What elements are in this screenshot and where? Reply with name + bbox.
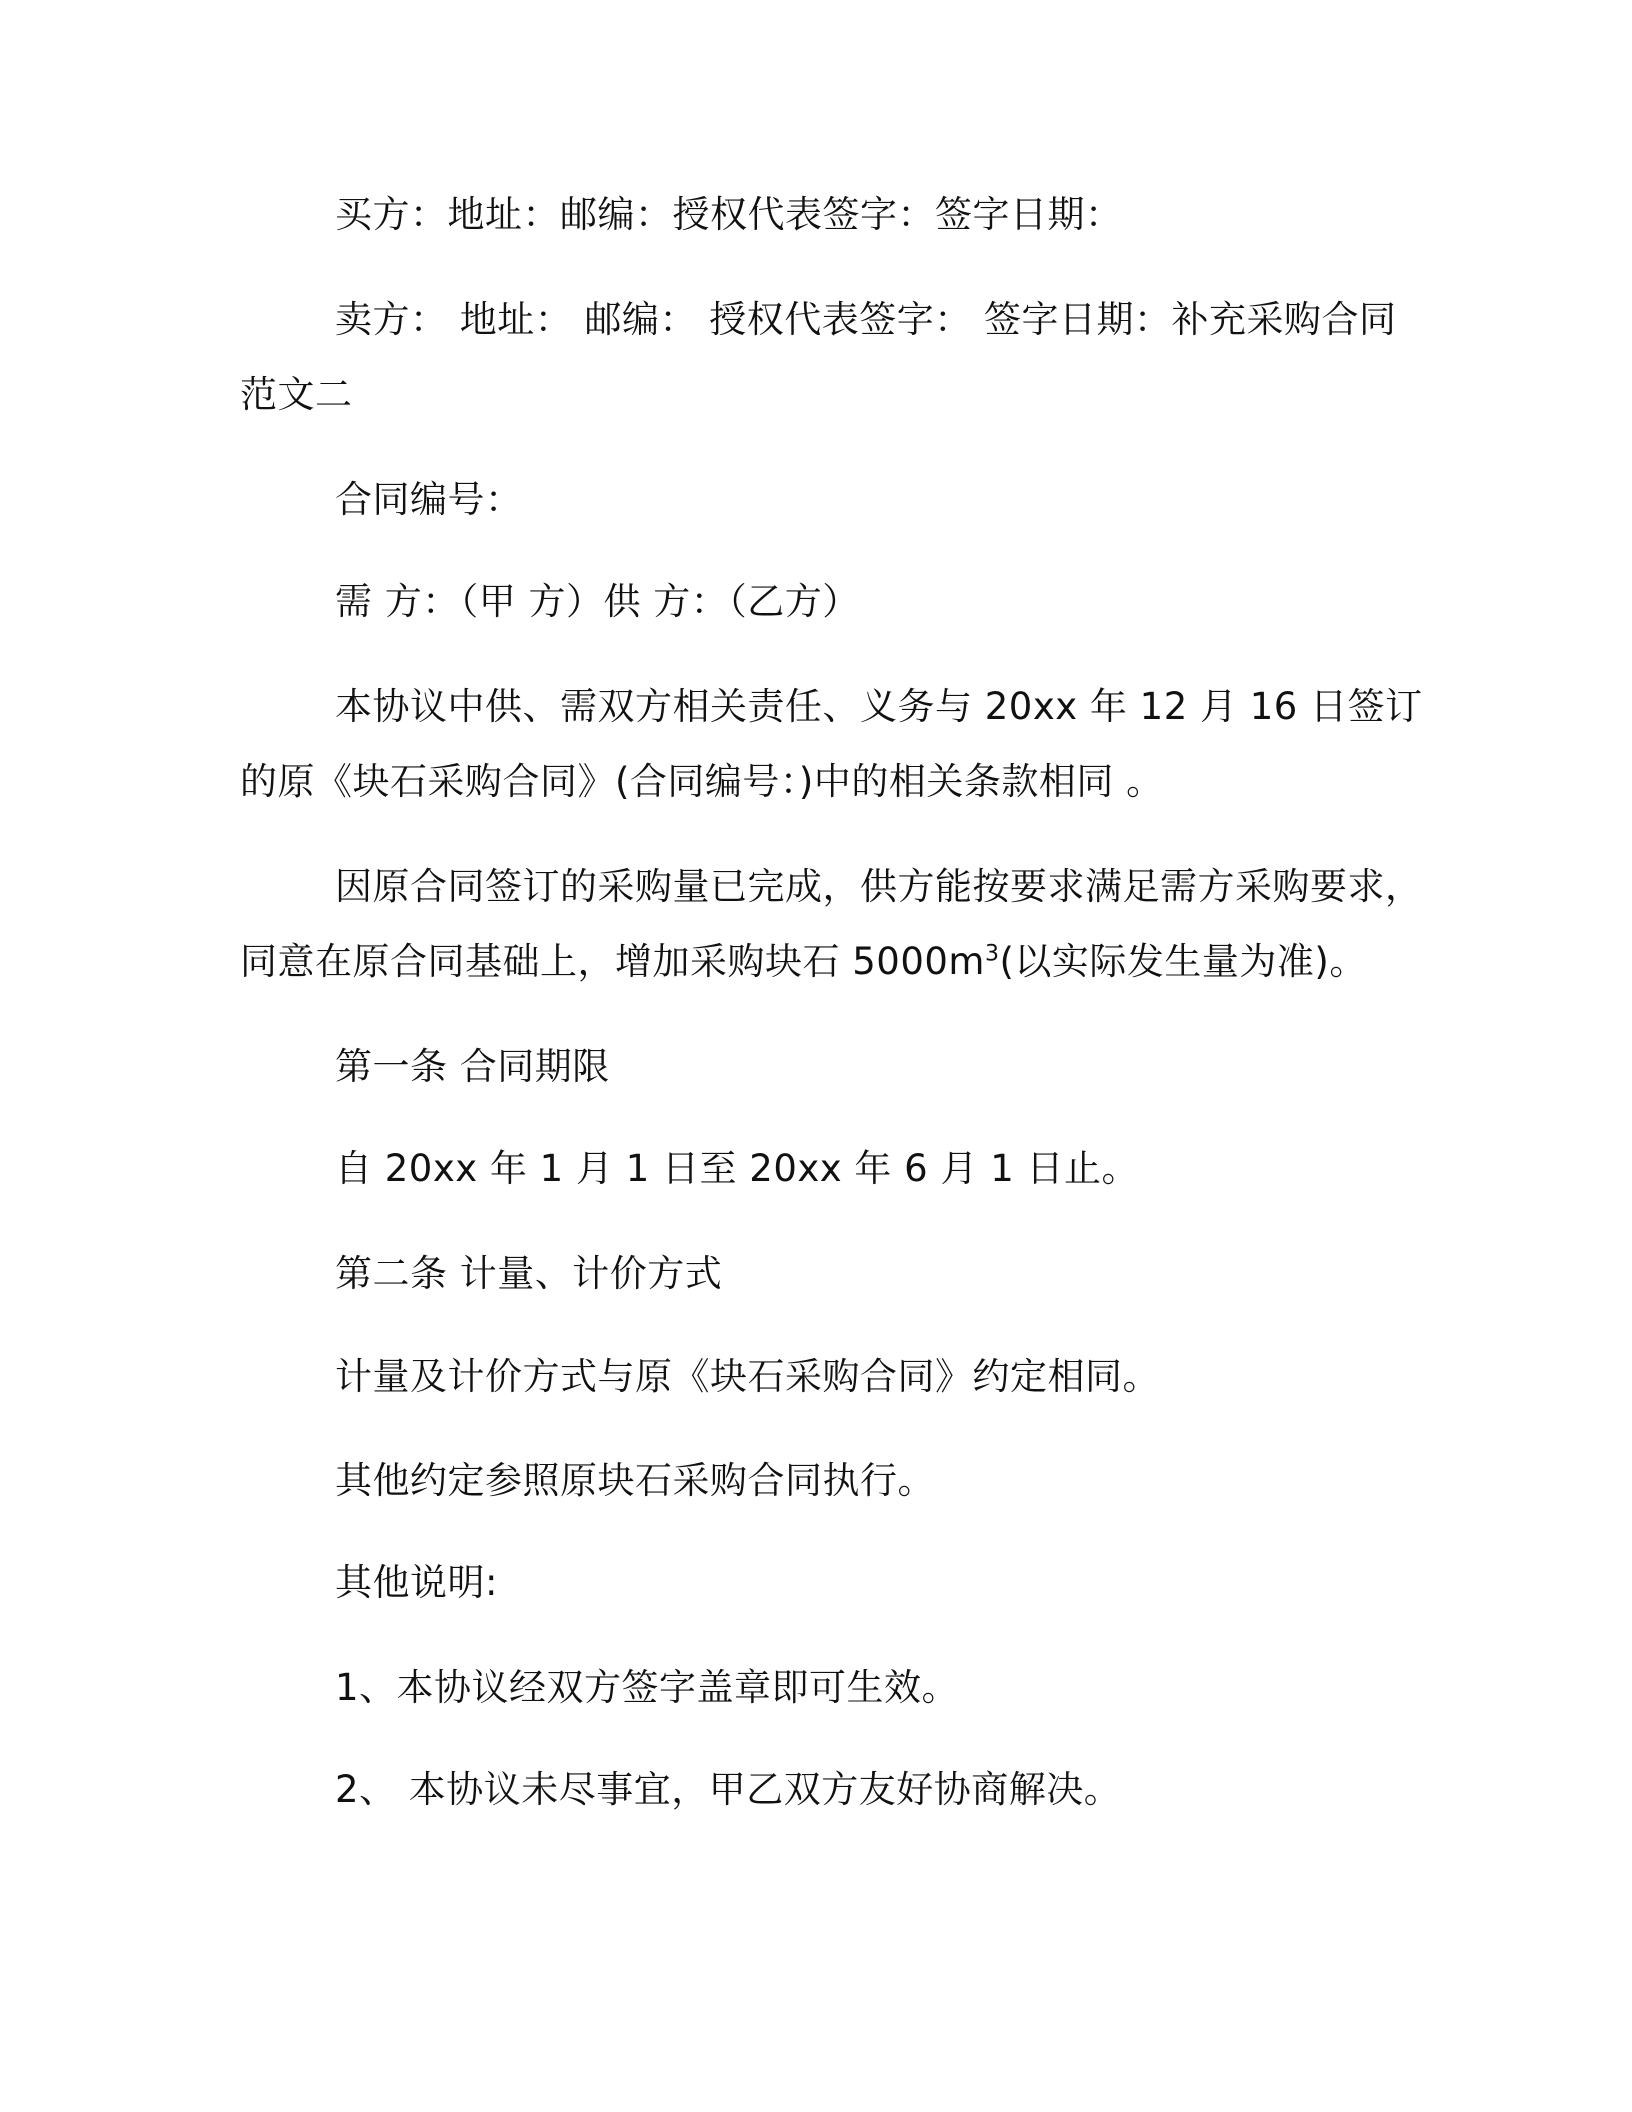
note-item-2: 2、 本协议未尽事宜，甲乙双方友好协商解决。 [335,1768,1122,1811]
note-item-1: 1、本协议经双方签字盖章即可生效。 [335,1666,960,1709]
article-2-title: 第二条 计量、计价方式 [335,1252,723,1295]
reason-text-before-unit: 同意在原合同基础上，增加采购块石 5000m [240,940,985,983]
other-terms-paragraph: 其他约定参照原块石采购合同执行。 [335,1459,935,1502]
seller-signature-line: 卖方： 地址： 邮编： 授权代表签字： 签字日期：补充采购合同 [335,298,1397,341]
intro-paragraph-line-2: 的原《块石采购合同》(合同编号：)中的相关条款相同 。 [240,760,1164,803]
reason-text-after-unit: (以实际发生量为准)。 [999,940,1367,983]
article-1-body: 自 20xx 年 1 月 1 日至 20xx 年 6 月 1 日止。 [335,1147,1140,1190]
buyer-signature-line: 买方：地址：邮编：授权代表签字：签字日期： [335,193,1123,236]
other-notes-title: 其他说明: [335,1561,498,1604]
reason-paragraph-line-1: 因原合同签订的采购量已完成，供方能按要求满足需方采购要求， [335,865,1423,908]
reason-paragraph-line-2 [240,925,1400,999]
article-1-title: 第一条 合同期限 [335,1045,610,1088]
intro-paragraph-line-1: 本协议中供、需双方相关责任、义务与 20xx 年 12 月 16 日签订 [335,685,1423,728]
article-2-body: 计量及计价方式与原《块石采购合同》约定相同。 [335,1355,1160,1398]
cubic-superscript: 3 [984,941,1000,967]
seller-signature-line-continued: 范文二 [240,373,353,416]
contract-number-label: 合同编号： [335,478,523,521]
parties-line: 需 方：（甲 方）供 方：（乙方） [335,580,860,623]
